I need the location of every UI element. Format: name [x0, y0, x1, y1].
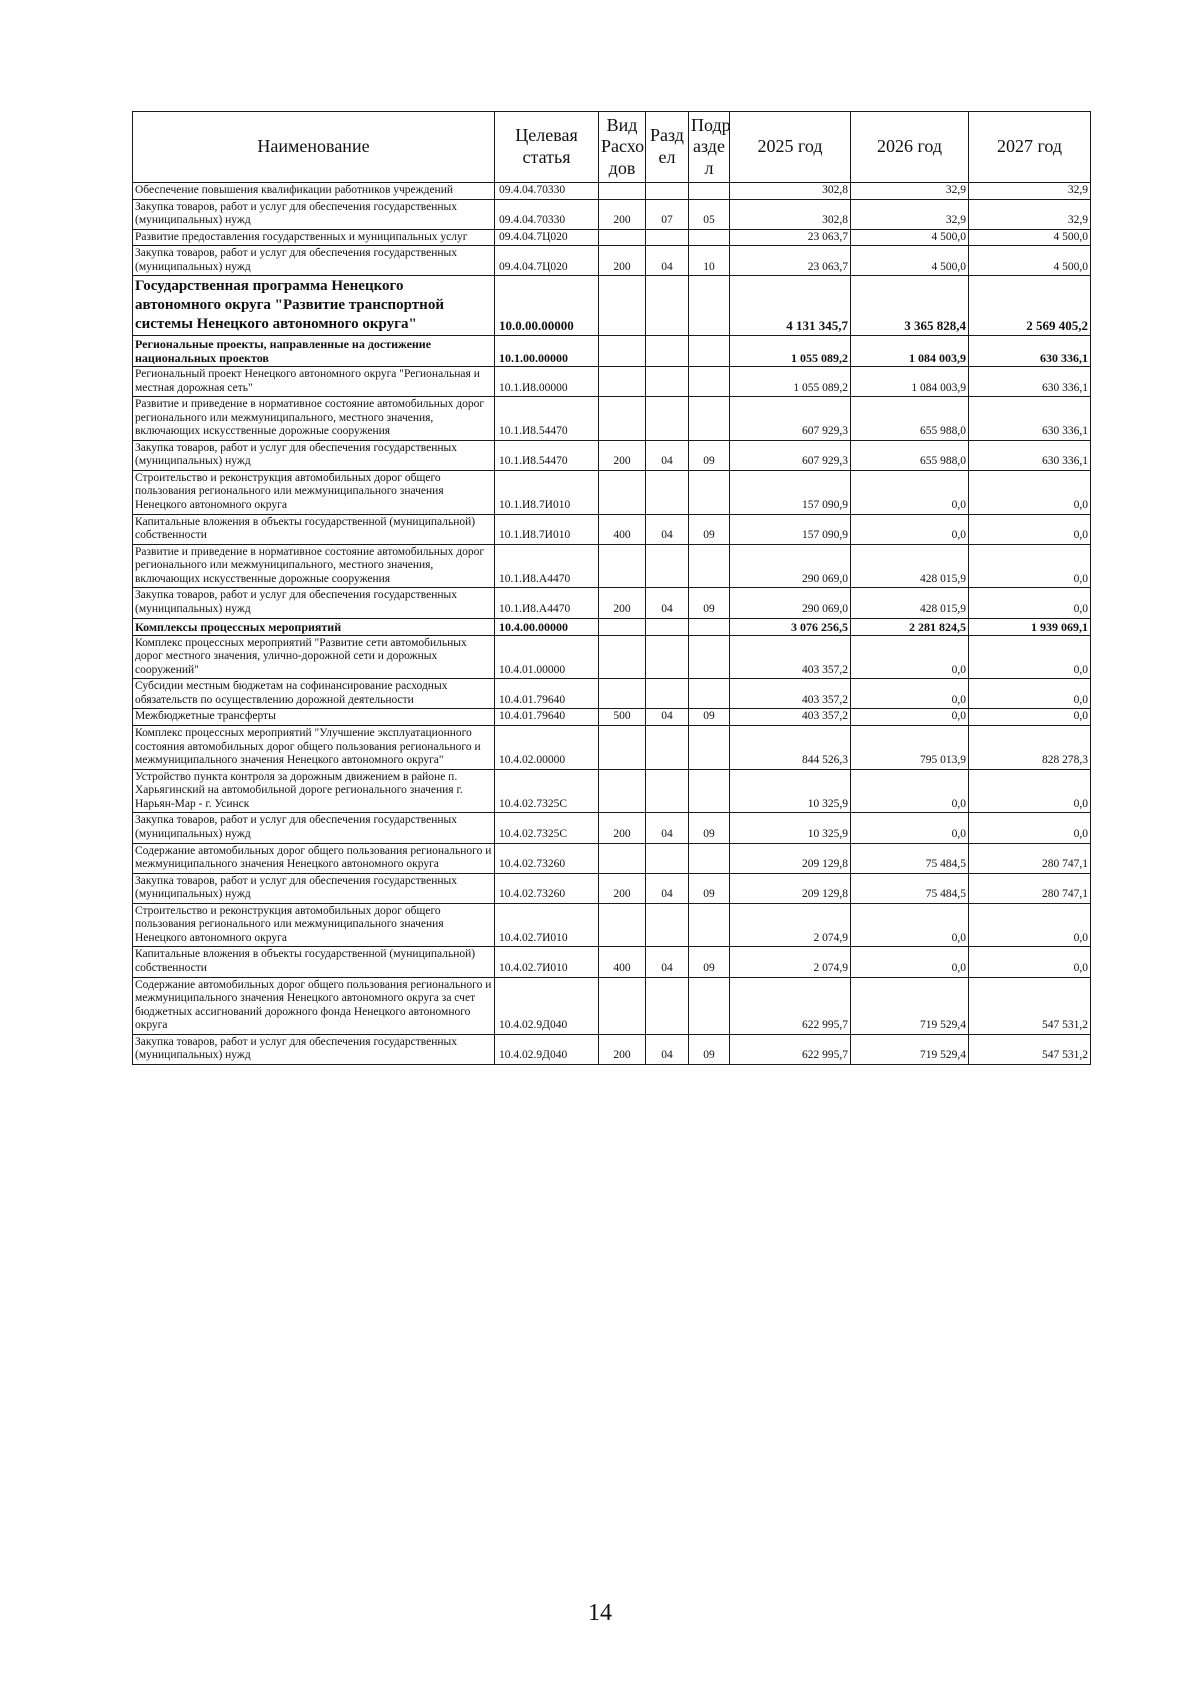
- row-target-code: 10.4.02.7325С: [495, 769, 599, 813]
- row-amount-2027: 547 531,2: [969, 977, 1091, 1034]
- row-amount-2026: 655 988,0: [851, 397, 969, 441]
- table-row: [133, 903, 1091, 947]
- table-row: [133, 813, 1091, 843]
- row-amount-2026: 428 015,9: [851, 544, 969, 588]
- row-section: 04: [646, 588, 689, 618]
- row-amount-2025: 290 069,0: [730, 588, 851, 618]
- row-target-code: 10.1.И8.54470: [495, 440, 599, 470]
- row-amount-2027: 0,0: [969, 635, 1091, 679]
- row-amount-2025: 157 090,9: [730, 514, 851, 544]
- row-expense-type: 200: [599, 1034, 646, 1064]
- row-section: [646, 335, 689, 366]
- row-expense-type: [599, 335, 646, 366]
- row-amount-2025: 10 325,9: [730, 813, 851, 843]
- row-amount-2027: 280 747,1: [969, 873, 1091, 903]
- row-amount-2025: 622 995,7: [730, 1034, 851, 1064]
- row-name: Закупка товаров, работ и услуг для обеспечения государственных (муниципальных) нужд: [133, 199, 495, 229]
- row-amount-2026: 4 500,0: [851, 229, 969, 246]
- row-name: Содержание автомобильных дорог общего пользования регионального и межмуниципального значения Ненецкого автономного округа: [133, 843, 495, 873]
- row-name: Устройство пункта контроля за дорожным движением в районе п. Харьягинский на автомобильной дороге регионального значения г. Нарьян-Мар - г. Усинск: [133, 769, 495, 813]
- table-row: [133, 183, 1091, 200]
- row-expense-type: [599, 903, 646, 947]
- row-section: [646, 544, 689, 588]
- table-row: [133, 335, 1091, 366]
- row-name: Обеспечение повышения квалификации работников учреждений: [133, 183, 495, 200]
- table-header-row: [133, 112, 1091, 183]
- row-amount-2027: 0,0: [969, 514, 1091, 544]
- row-target-code: 10.4.02.7325С: [495, 813, 599, 843]
- row-section: [646, 726, 689, 770]
- table-row: [133, 470, 1091, 514]
- row-target-code: 10.4.02.9Д040: [495, 977, 599, 1034]
- row-subsection: 09: [689, 588, 730, 618]
- row-amount-2025: 403 357,2: [730, 635, 851, 679]
- table-row: [133, 679, 1091, 709]
- row-name: Закупка товаров, работ и услуг для обеспечения государственных (муниципальных) нужд: [133, 588, 495, 618]
- row-amount-2025: 23 063,7: [730, 246, 851, 276]
- row-expense-type: [599, 470, 646, 514]
- row-expense-type: [599, 229, 646, 246]
- row-expense-type: [599, 544, 646, 588]
- table-row: [133, 366, 1091, 396]
- table-row: [133, 709, 1091, 726]
- row-target-code: 10.4.01.79640: [495, 709, 599, 726]
- row-amount-2025: 1 055 089,2: [730, 335, 851, 366]
- row-amount-2025: 23 063,7: [730, 229, 851, 246]
- row-expense-type: [599, 843, 646, 873]
- row-expense-type: [599, 618, 646, 635]
- row-name: Закупка товаров, работ и услуг для обеспечения государственных (муниципальных) нужд: [133, 1034, 495, 1064]
- row-amount-2025: 157 090,9: [730, 470, 851, 514]
- row-target-code: 10.4.02.7И010: [495, 947, 599, 977]
- table-row: [133, 588, 1091, 618]
- row-name: Развитие предоставления государственных и муниципальных услуг: [133, 229, 495, 246]
- row-name: Межбюджетные трансферты: [133, 709, 495, 726]
- row-amount-2026: 3 365 828,4: [851, 276, 969, 335]
- row-amount-2025: 403 357,2: [730, 709, 851, 726]
- row-expense-type: 200: [599, 873, 646, 903]
- row-target-code: 10.4.00.00000: [495, 618, 599, 635]
- row-amount-2026: 0,0: [851, 903, 969, 947]
- row-amount-2025: 607 929,3: [730, 397, 851, 441]
- row-section: [646, 635, 689, 679]
- row-expense-type: 500: [599, 709, 646, 726]
- table-row: [133, 726, 1091, 770]
- row-subsection: [689, 366, 730, 396]
- table-row: [133, 544, 1091, 588]
- header-target: Целевая статья: [495, 112, 599, 183]
- row-amount-2025: 10 325,9: [730, 769, 851, 813]
- row-expense-type: 200: [599, 199, 646, 229]
- row-expense-type: [599, 726, 646, 770]
- row-name: Развитие и приведение в нормативное состояние автомобильных дорог регионального или межмуниципального, местного значения, включающих искусственные дорожные сооружения: [133, 544, 495, 588]
- page-number: 14: [588, 1600, 612, 1626]
- row-amount-2026: 75 484,5: [851, 843, 969, 873]
- row-name: Закупка товаров, работ и услуг для обеспечения государственных (муниципальных) нужд: [133, 873, 495, 903]
- row-subsection: [689, 397, 730, 441]
- row-amount-2026: 4 500,0: [851, 246, 969, 276]
- row-expense-type: [599, 276, 646, 335]
- row-amount-2026: 795 013,9: [851, 726, 969, 770]
- budget-table: [132, 111, 1091, 1065]
- row-expense-type: [599, 366, 646, 396]
- header-section: Разд ел: [646, 112, 689, 183]
- row-target-code: 09.4.04.7Ц020: [495, 246, 599, 276]
- row-section: 04: [646, 709, 689, 726]
- row-subsection: 09: [689, 1034, 730, 1064]
- header-name: Наименование: [133, 112, 495, 183]
- row-amount-2027: 0,0: [969, 679, 1091, 709]
- row-section: 04: [646, 947, 689, 977]
- row-expense-type: 200: [599, 246, 646, 276]
- row-expense-type: [599, 397, 646, 441]
- row-amount-2025: 403 357,2: [730, 679, 851, 709]
- row-subsection: [689, 977, 730, 1034]
- row-subsection: 09: [689, 440, 730, 470]
- table-row: [133, 440, 1091, 470]
- header-2026: 2026 год: [851, 112, 969, 183]
- row-amount-2027: 280 747,1: [969, 843, 1091, 873]
- row-amount-2027: 2 569 405,2: [969, 276, 1091, 335]
- row-subsection: 05: [689, 199, 730, 229]
- row-target-code: 10.4.02.73260: [495, 873, 599, 903]
- row-section: [646, 769, 689, 813]
- row-subsection: 09: [689, 813, 730, 843]
- row-amount-2027: 4 500,0: [969, 229, 1091, 246]
- row-name: Закупка товаров, работ и услуг для обеспечения государственных (муниципальных) нужд: [133, 813, 495, 843]
- table-row: [133, 246, 1091, 276]
- row-amount-2027: 32,9: [969, 199, 1091, 229]
- row-target-code: 10.1.И8.А4470: [495, 588, 599, 618]
- row-subsection: [689, 635, 730, 679]
- row-expense-type: 400: [599, 514, 646, 544]
- row-target-code: 10.1.И8.А4470: [495, 544, 599, 588]
- row-section: [646, 843, 689, 873]
- row-target-code: 10.1.И8.54470: [495, 397, 599, 441]
- row-subsection: 09: [689, 514, 730, 544]
- row-amount-2027: 0,0: [969, 544, 1091, 588]
- row-amount-2027: 547 531,2: [969, 1034, 1091, 1064]
- row-amount-2025: 302,8: [730, 183, 851, 200]
- row-amount-2025: 290 069,0: [730, 544, 851, 588]
- row-amount-2026: 0,0: [851, 709, 969, 726]
- header-2025: 2025 год: [730, 112, 851, 183]
- row-name: Комплексы процессных мероприятий: [133, 618, 495, 635]
- row-expense-type: 200: [599, 440, 646, 470]
- row-amount-2025: 1 055 089,2: [730, 366, 851, 396]
- row-expense-type: 200: [599, 588, 646, 618]
- table-row: [133, 199, 1091, 229]
- row-target-code: 10.1.00.00000: [495, 335, 599, 366]
- row-target-code: 10.4.02.00000: [495, 726, 599, 770]
- header-2027: 2027 год: [969, 112, 1091, 183]
- row-expense-type: [599, 635, 646, 679]
- row-amount-2026: 32,9: [851, 199, 969, 229]
- row-amount-2026: 719 529,4: [851, 1034, 969, 1064]
- table-row: [133, 947, 1091, 977]
- row-section: 07: [646, 199, 689, 229]
- row-amount-2026: 1 084 003,9: [851, 335, 969, 366]
- row-section: [646, 977, 689, 1034]
- row-amount-2026: 655 988,0: [851, 440, 969, 470]
- row-amount-2027: 0,0: [969, 947, 1091, 977]
- row-amount-2025: 209 129,8: [730, 843, 851, 873]
- row-name: Комплекс процессных мероприятий "Развитие сети автомобильных дорог местного значения, улично-дорожной сети и дорожных сооружений": [133, 635, 495, 679]
- row-section: [646, 397, 689, 441]
- row-amount-2027: 630 336,1: [969, 366, 1091, 396]
- row-name: Развитие и приведение в нормативное состояние автомобильных дорог регионального или межмуниципального, местного значения, включающих искусственные дорожные сооружения: [133, 397, 495, 441]
- table-row: [133, 276, 1091, 335]
- row-subsection: [689, 726, 730, 770]
- row-subsection: [689, 903, 730, 947]
- row-section: 04: [646, 813, 689, 843]
- row-name: Закупка товаров, работ и услуг для обеспечения государственных (муниципальных) нужд: [133, 246, 495, 276]
- row-amount-2027: 32,9: [969, 183, 1091, 200]
- table-row: [133, 977, 1091, 1034]
- row-subsection: [689, 470, 730, 514]
- row-section: 04: [646, 246, 689, 276]
- row-amount-2026: 0,0: [851, 514, 969, 544]
- row-target-code: 10.1.И8.7И010: [495, 470, 599, 514]
- row-amount-2027: 630 336,1: [969, 440, 1091, 470]
- row-subsection: 10: [689, 246, 730, 276]
- row-expense-type: 200: [599, 813, 646, 843]
- table-row: [133, 769, 1091, 813]
- row-subsection: 09: [689, 709, 730, 726]
- row-amount-2027: 1 939 069,1: [969, 618, 1091, 635]
- row-target-code: 10.4.01.00000: [495, 635, 599, 679]
- table-row: [133, 635, 1091, 679]
- row-amount-2026: 0,0: [851, 635, 969, 679]
- row-amount-2025: 3 076 256,5: [730, 618, 851, 635]
- row-amount-2025: 2 074,9: [730, 947, 851, 977]
- row-subsection: 09: [689, 947, 730, 977]
- row-target-code: 10.1.И8.7И010: [495, 514, 599, 544]
- row-section: [646, 366, 689, 396]
- table-row: [133, 873, 1091, 903]
- row-subsection: [689, 544, 730, 588]
- row-name: Капитальные вложения в объекты государственной (муниципальной) собственности: [133, 947, 495, 977]
- row-name: Региональные проекты, направленные на достижение национальных проектов: [133, 335, 495, 366]
- row-amount-2025: 209 129,8: [730, 873, 851, 903]
- row-expense-type: [599, 183, 646, 200]
- table-row: [133, 843, 1091, 873]
- row-subsection: [689, 183, 730, 200]
- row-amount-2027: 630 336,1: [969, 335, 1091, 366]
- row-amount-2025: 607 929,3: [730, 440, 851, 470]
- table-row: [133, 514, 1091, 544]
- row-name: Капитальные вложения в объекты государственной (муниципальной) собственности: [133, 514, 495, 544]
- row-name: Субсидии местным бюджетам на софинансирование расходных обязательств по осуществлению дорожной деятельности: [133, 679, 495, 709]
- row-amount-2026: 1 084 003,9: [851, 366, 969, 396]
- row-amount-2027: 630 336,1: [969, 397, 1091, 441]
- row-amount-2026: 32,9: [851, 183, 969, 200]
- row-amount-2027: 0,0: [969, 470, 1091, 514]
- row-target-code: 09.4.04.70330: [495, 199, 599, 229]
- row-amount-2026: 0,0: [851, 769, 969, 813]
- row-amount-2027: 4 500,0: [969, 246, 1091, 276]
- row-subsection: [689, 843, 730, 873]
- row-amount-2026: 75 484,5: [851, 873, 969, 903]
- row-expense-type: [599, 679, 646, 709]
- row-name: Государственная программа Ненецкого автономного округа "Развитие транспортной системы Ненецкого автономного округа": [133, 276, 495, 335]
- row-expense-type: 400: [599, 947, 646, 977]
- row-subsection: [689, 229, 730, 246]
- row-target-code: 09.4.04.70330: [495, 183, 599, 200]
- row-target-code: 10.4.02.73260: [495, 843, 599, 873]
- row-name: Строительство и реконструкция автомобильных дорог общего пользования регионального или межмуниципального значения Ненецкого автономного округа: [133, 903, 495, 947]
- row-subsection: [689, 769, 730, 813]
- table-row: [133, 397, 1091, 441]
- row-name: Содержание автомобильных дорог общего пользования регионального и межмуниципального значения Ненецкого автономного округа за счет бюджетных ассигнований дорожного фонда Ненецкого автономного округа: [133, 977, 495, 1034]
- row-amount-2027: 0,0: [969, 813, 1091, 843]
- row-target-code: 10.4.02.9Д040: [495, 1034, 599, 1064]
- row-amount-2027: 828 278,3: [969, 726, 1091, 770]
- row-amount-2026: 719 529,4: [851, 977, 969, 1034]
- row-expense-type: [599, 769, 646, 813]
- row-subsection: [689, 276, 730, 335]
- row-target-code: 09.4.04.7Ц020: [495, 229, 599, 246]
- row-amount-2025: 4 131 345,7: [730, 276, 851, 335]
- row-amount-2025: 2 074,9: [730, 903, 851, 947]
- row-name: Строительство и реконструкция автомобильных дорог общего пользования регионального или межмуниципального значения Ненецкого автономного округа: [133, 470, 495, 514]
- row-target-code: 10.0.00.00000: [495, 276, 599, 335]
- row-subsection: [689, 335, 730, 366]
- row-amount-2025: 302,8: [730, 199, 851, 229]
- row-amount-2027: 0,0: [969, 903, 1091, 947]
- row-section: 04: [646, 1034, 689, 1064]
- row-amount-2026: 0,0: [851, 813, 969, 843]
- row-name: Региональный проект Ненецкого автономного округа "Региональная и местная дорожная сеть": [133, 366, 495, 396]
- row-section: [646, 183, 689, 200]
- row-amount-2027: 0,0: [969, 709, 1091, 726]
- header-subsection: Подр азде л: [689, 112, 730, 183]
- row-subsection: 09: [689, 873, 730, 903]
- row-target-code: 10.1.И8.00000: [495, 366, 599, 396]
- row-name: Комплекс процессных мероприятий "Улучшение эксплуатационного состояния автомобильных дорог общего пользования регионального и межмуниципального значения Ненецкого автономного округа": [133, 726, 495, 770]
- row-amount-2026: 0,0: [851, 947, 969, 977]
- row-section: 04: [646, 440, 689, 470]
- row-section: [646, 903, 689, 947]
- row-name: Закупка товаров, работ и услуг для обеспечения государственных (муниципальных) нужд: [133, 440, 495, 470]
- row-section: 04: [646, 873, 689, 903]
- row-subsection: [689, 618, 730, 635]
- row-amount-2027: 0,0: [969, 769, 1091, 813]
- row-section: [646, 229, 689, 246]
- table-body: [133, 183, 1091, 1065]
- row-amount-2025: 844 526,3: [730, 726, 851, 770]
- row-section: [646, 276, 689, 335]
- row-target-code: 10.4.02.7И010: [495, 903, 599, 947]
- row-target-code: 10.4.01.79640: [495, 679, 599, 709]
- table-row: [133, 229, 1091, 246]
- row-amount-2026: 0,0: [851, 470, 969, 514]
- row-amount-2026: 0,0: [851, 679, 969, 709]
- row-expense-type: [599, 977, 646, 1034]
- row-section: [646, 618, 689, 635]
- row-amount-2025: 622 995,7: [730, 977, 851, 1034]
- row-section: [646, 679, 689, 709]
- row-amount-2027: 0,0: [969, 588, 1091, 618]
- row-section: 04: [646, 514, 689, 544]
- header-expense-type: Вид Расхо дов: [599, 112, 646, 183]
- row-amount-2026: 2 281 824,5: [851, 618, 969, 635]
- table-row: [133, 618, 1091, 635]
- row-subsection: [689, 679, 730, 709]
- table-row: [133, 1034, 1091, 1064]
- row-section: [646, 470, 689, 514]
- row-amount-2026: 428 015,9: [851, 588, 969, 618]
